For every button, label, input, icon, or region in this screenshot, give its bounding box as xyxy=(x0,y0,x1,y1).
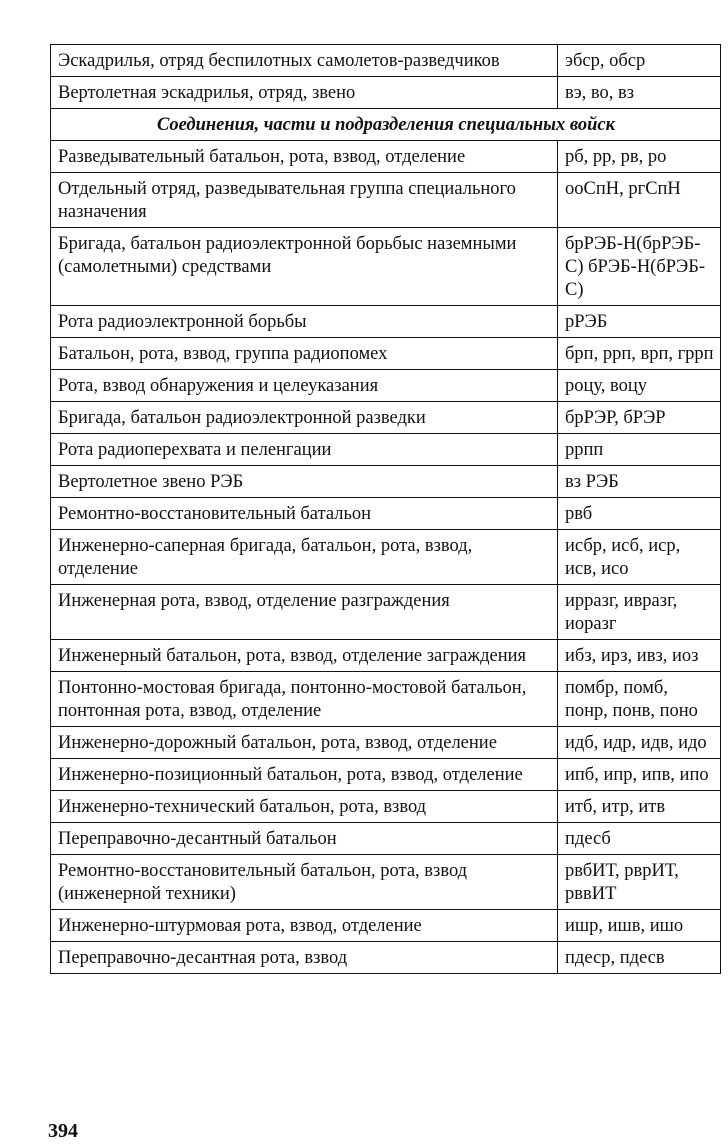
table-row xyxy=(51,910,721,942)
abbreviation-cell: рвбИТ, рврИТ, рввИТ xyxy=(558,855,721,910)
table-row xyxy=(51,585,721,640)
unit-name-cell: Вертолетная эскадрилья, отряд, звено xyxy=(51,77,558,109)
table-row xyxy=(51,855,721,910)
unit-name-cell: Вертолетное звено РЭБ xyxy=(51,466,558,498)
table-row xyxy=(51,370,721,402)
abbreviation-cell: брРЭР, бРЭР xyxy=(558,402,721,434)
unit-name-cell: Отдельный отряд, разведывательная группа специального назначения xyxy=(51,173,558,228)
unit-name-cell: Понтонно-мостовая бригада, понтонно-мостовой батальон, понтонная рота, взвод, отделение xyxy=(51,672,558,727)
abbreviation-cell: ипб, ипр, ипв, ипо xyxy=(558,759,721,791)
table-body-top xyxy=(51,45,721,109)
unit-name-cell: Бригада, батальон радиоэлектронной разведки xyxy=(51,402,558,434)
unit-name-cell: Рота радиоперехвата и пеленгации xyxy=(51,434,558,466)
abbreviation-cell: идб, идр, идв, идо xyxy=(558,727,721,759)
abbreviation-cell: помбр, помб, понр, понв, поно xyxy=(558,672,721,727)
unit-name-cell: Инженерно-штурмовая рота, взвод, отделение xyxy=(51,910,558,942)
table-row xyxy=(51,466,721,498)
section-header: Соединения, части и подразделения специальных войск xyxy=(51,109,721,141)
unit-name-cell: Рота, взвод обнаружения и целеуказания xyxy=(51,370,558,402)
unit-name-cell: Рота радиоэлектронной борьбы xyxy=(51,306,558,338)
abbreviation-cell: вз РЭБ xyxy=(558,466,721,498)
section-header-group xyxy=(51,109,721,141)
unit-name-cell: Эскадрилья, отряд беспилотных самолетов-разведчиков xyxy=(51,45,558,77)
abbreviation-cell: ооСпН, ргСпН xyxy=(558,173,721,228)
abbreviation-cell: рРЭБ xyxy=(558,306,721,338)
abbreviation-cell: рб, рр, рв, ро xyxy=(558,141,721,173)
unit-name-cell: Инженерно-позиционный батальон, рота, взвод, отделение xyxy=(51,759,558,791)
table-row xyxy=(51,791,721,823)
abbreviation-cell: ирразг, ивразг, иоразг xyxy=(558,585,721,640)
unit-name-cell: Разведывательный батальон, рота, взвод, отделение xyxy=(51,141,558,173)
abbreviation-cell: роцу, воцу xyxy=(558,370,721,402)
table-row xyxy=(51,173,721,228)
table-body-main xyxy=(51,141,721,974)
unit-name-cell: Ремонтно-восстановительный батальон xyxy=(51,498,558,530)
table-row xyxy=(51,306,721,338)
table-row xyxy=(51,45,721,77)
abbreviation-cell: ишр, ишв, ишо xyxy=(558,910,721,942)
abbreviation-cell: вэ, во, вз xyxy=(558,77,721,109)
abbreviation-cell: исбр, исб, иср, исв, исо xyxy=(558,530,721,585)
abbreviation-cell: пдеср, пдесв xyxy=(558,942,721,974)
table-row xyxy=(51,640,721,672)
abbreviation-cell: эбср, обср xyxy=(558,45,721,77)
table-row xyxy=(51,672,721,727)
unit-name-cell: Батальон, рота, взвод, группа радиопомех xyxy=(51,338,558,370)
table-row xyxy=(51,141,721,173)
unit-name-cell: Переправочно-десантная рота, взвод xyxy=(51,942,558,974)
table-row xyxy=(51,498,721,530)
unit-name-cell: Инженерно-технический батальон, рота, взвод xyxy=(51,791,558,823)
unit-name-cell: Бригада, батальон радиоэлектронной борьбыс наземными (самолетными) средствами xyxy=(51,228,558,306)
abbreviation-cell: ррпп xyxy=(558,434,721,466)
table-row xyxy=(51,942,721,974)
unit-name-cell: Переправочно-десантный батальон xyxy=(51,823,558,855)
abbreviation-cell: брп, ррп, врп, гррп xyxy=(558,338,721,370)
unit-name-cell: Инженерно-дорожный батальон, рота, взвод, отделение xyxy=(51,727,558,759)
page-number: 394 xyxy=(48,1120,78,1142)
table-row xyxy=(51,228,721,306)
table-row xyxy=(51,823,721,855)
table-row xyxy=(51,338,721,370)
abbreviation-cell: пдесб xyxy=(558,823,721,855)
abbreviation-cell: итб, итр, итв xyxy=(558,791,721,823)
table-row xyxy=(51,77,721,109)
table-row xyxy=(51,759,721,791)
table-row xyxy=(51,530,721,585)
table-row xyxy=(51,434,721,466)
abbreviation-cell: рвб xyxy=(558,498,721,530)
unit-name-cell: Ремонтно-восстановительный батальон, рота, взвод (инженерной техники) xyxy=(51,855,558,910)
abbreviation-cell: ибз, ирз, ивз, иоз xyxy=(558,640,721,672)
unit-name-cell: Инженерный батальон, рота, взвод, отделение заграждения xyxy=(51,640,558,672)
table-row xyxy=(51,402,721,434)
abbreviations-table xyxy=(50,44,721,974)
abbreviation-cell: брРЭБ-Н(брРЭБ-С) бРЭБ-Н(бРЭБ-С) xyxy=(558,228,721,306)
unit-name-cell: Инженерная рота, взвод, отделение разграждения xyxy=(51,585,558,640)
section-header-row xyxy=(51,109,721,141)
unit-name-cell: Инженерно-саперная бригада, батальон, рота, взвод, отделение xyxy=(51,530,558,585)
table-row xyxy=(51,727,721,759)
